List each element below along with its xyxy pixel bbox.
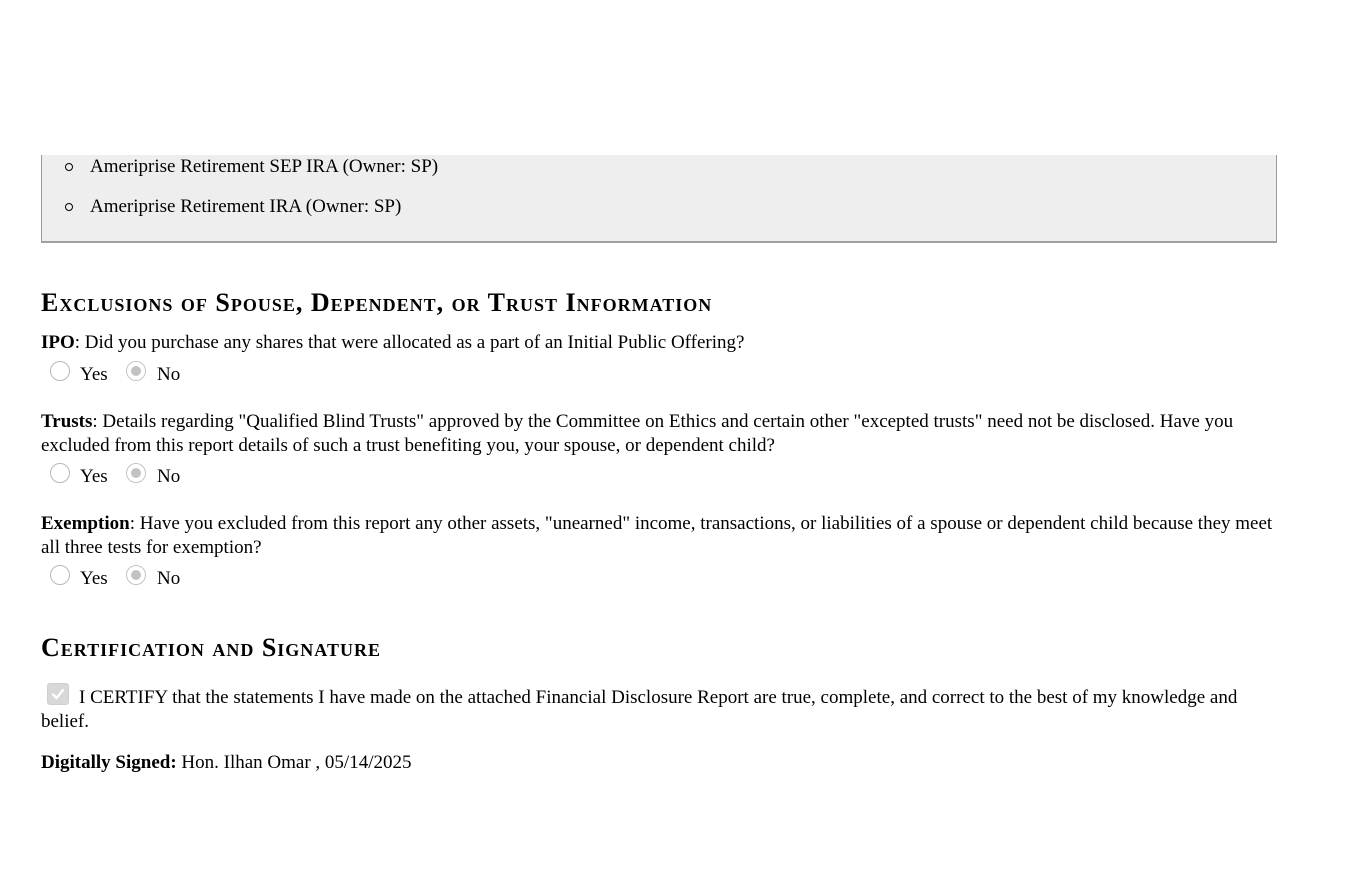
asset-name: Ameriprise Retirement SEP IRA (Owner: SP): [90, 156, 439, 177]
asset-list-panel: [41, 155, 1277, 243]
question-label: IPO: [41, 332, 75, 353]
bullet-icon: [65, 203, 73, 211]
question-text: : Did you purchase any shares that were allocated as a part of an Initial Public Offering?: [74, 332, 745, 353]
question-label: Trusts: [41, 411, 93, 432]
trusts-yes-label: Yes: [80, 466, 108, 487]
digital-signature: [41, 751, 411, 775]
asset-name: Ameriprise Retirement IRA (Owner: SP): [90, 196, 402, 217]
ipo-yes-radio[interactable]: [50, 361, 70, 381]
trusts-question: [41, 410, 1281, 458]
exemption-yes-radio[interactable]: [50, 565, 70, 585]
trusts-no-radio[interactable]: [126, 463, 146, 483]
certification-heading: Certification and Signature: [41, 633, 381, 662]
exemption-question: [41, 512, 1281, 560]
signed-label: Digitally Signed:: [41, 752, 177, 773]
ipo-no-radio[interactable]: [126, 361, 146, 381]
list-item: [90, 195, 401, 219]
question-text: : Have you excluded from this report any other assets, "unearned" income, transactions, or liabilities of a spouse or dependent child because they meet all three tests for exemption?: [41, 513, 1273, 558]
exemption-no-label: No: [157, 568, 181, 589]
ipo-question: [41, 331, 1281, 355]
ipo-no-label: No: [157, 364, 181, 385]
ipo-yes-label: Yes: [80, 364, 108, 385]
certification-statement: I CERTIFY that the statements I have made on the attached Financial Disclosure Report are true, complete, and correct to the best of my knowledge and belief.: [41, 687, 1238, 732]
question-text: : Details regarding "Qualified Blind Trusts" approved by the Committee on Ethics and certain other "excepted trusts" need not be disclosed. Have you excluded from this report details of such a trust benefiting you, your spouse, or dependent child?: [41, 411, 1234, 456]
trusts-no-label: No: [157, 466, 181, 487]
exemption-no-radio[interactable]: [126, 565, 146, 585]
bullet-icon: [65, 163, 73, 171]
trusts-yes-radio[interactable]: [50, 463, 70, 483]
question-label: Exemption: [41, 513, 130, 534]
exclusions-heading: Exclusions of Spouse, Dependent, or Trust Information: [41, 288, 713, 317]
list-item: [90, 155, 438, 179]
exemption-yes-label: Yes: [80, 568, 108, 589]
signed-value: Hon. Ilhan Omar , 05/14/2025: [181, 752, 412, 773]
